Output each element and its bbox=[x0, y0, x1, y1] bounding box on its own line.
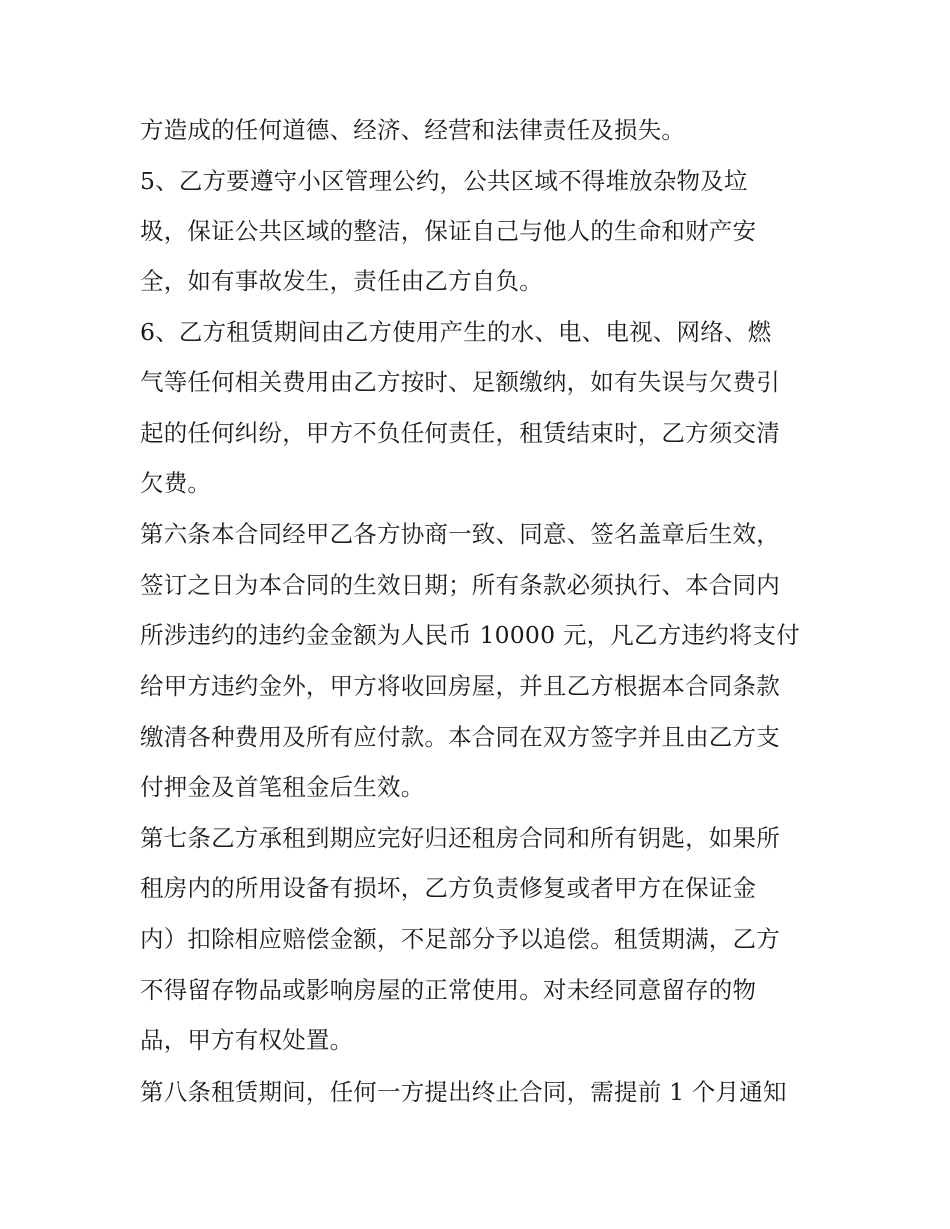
text-line: 5、乙方要遵守小区管理公约，公共区域不得堆放杂物及垃 bbox=[140, 167, 748, 195]
text-line: 欠费。 bbox=[140, 469, 212, 497]
text-line: 签订之日为本合同的生效日期；所有条款必须执行、本合同内 bbox=[140, 571, 780, 599]
text-line: 租房内的所用设备有损坏，乙方负责修复或者甲方在保证金 bbox=[140, 874, 757, 902]
text-line: 起的任何纠纷，甲方不负任何责任，租赁结束时，乙方须交清 bbox=[140, 419, 780, 447]
text-line: 第七条乙方承租到期应完好归还租房合同和所有钥匙，如果所 bbox=[140, 824, 780, 852]
text-line: 第六条本合同经甲乙各方协商一致、同意、签名盖章后生效， bbox=[140, 520, 780, 548]
text-line: 第八条租赁期间，任何一方提出终止合同，需提前 1 个月通知 bbox=[140, 1078, 787, 1106]
text-line: 6、乙方租赁期间由乙方使用产生的水、电、电视、网络、燃 bbox=[140, 318, 772, 346]
text-line: 不得留存物品或影响房屋的正常使用。对未经同意留存的物 bbox=[140, 976, 757, 1004]
text-line: 品，甲方有权处置。 bbox=[140, 1026, 354, 1054]
text-line: 内）扣除相应赔偿金额，不足部分予以追偿。租赁期满，乙方 bbox=[140, 925, 780, 953]
text-line: 方造成的任何道德、经济、经营和法律责任及损失。 bbox=[140, 116, 686, 144]
text-line: 给甲方违约金外，甲方将收回房屋，并且乙方根据本合同条款 bbox=[140, 672, 780, 700]
text-line: 圾，保证公共区域的整洁，保证自己与他人的生命和财产安 bbox=[140, 217, 757, 245]
text-line: 付押金及首笔租金后生效。 bbox=[140, 773, 425, 801]
text-line: 缴清各种费用及所有应付款。本合同在双方签字并且由乙方支 bbox=[140, 723, 780, 751]
text-line: 全，如有事故发生，责任由乙方自负。 bbox=[140, 267, 543, 295]
text-line: 气等任何相关费用由乙方按时、足额缴纳，如有失误与欠费引 bbox=[140, 368, 780, 396]
text-line: 所涉违约的违约金金额为人民币 10000 元，凡乙方违约将支付 bbox=[140, 621, 800, 649]
